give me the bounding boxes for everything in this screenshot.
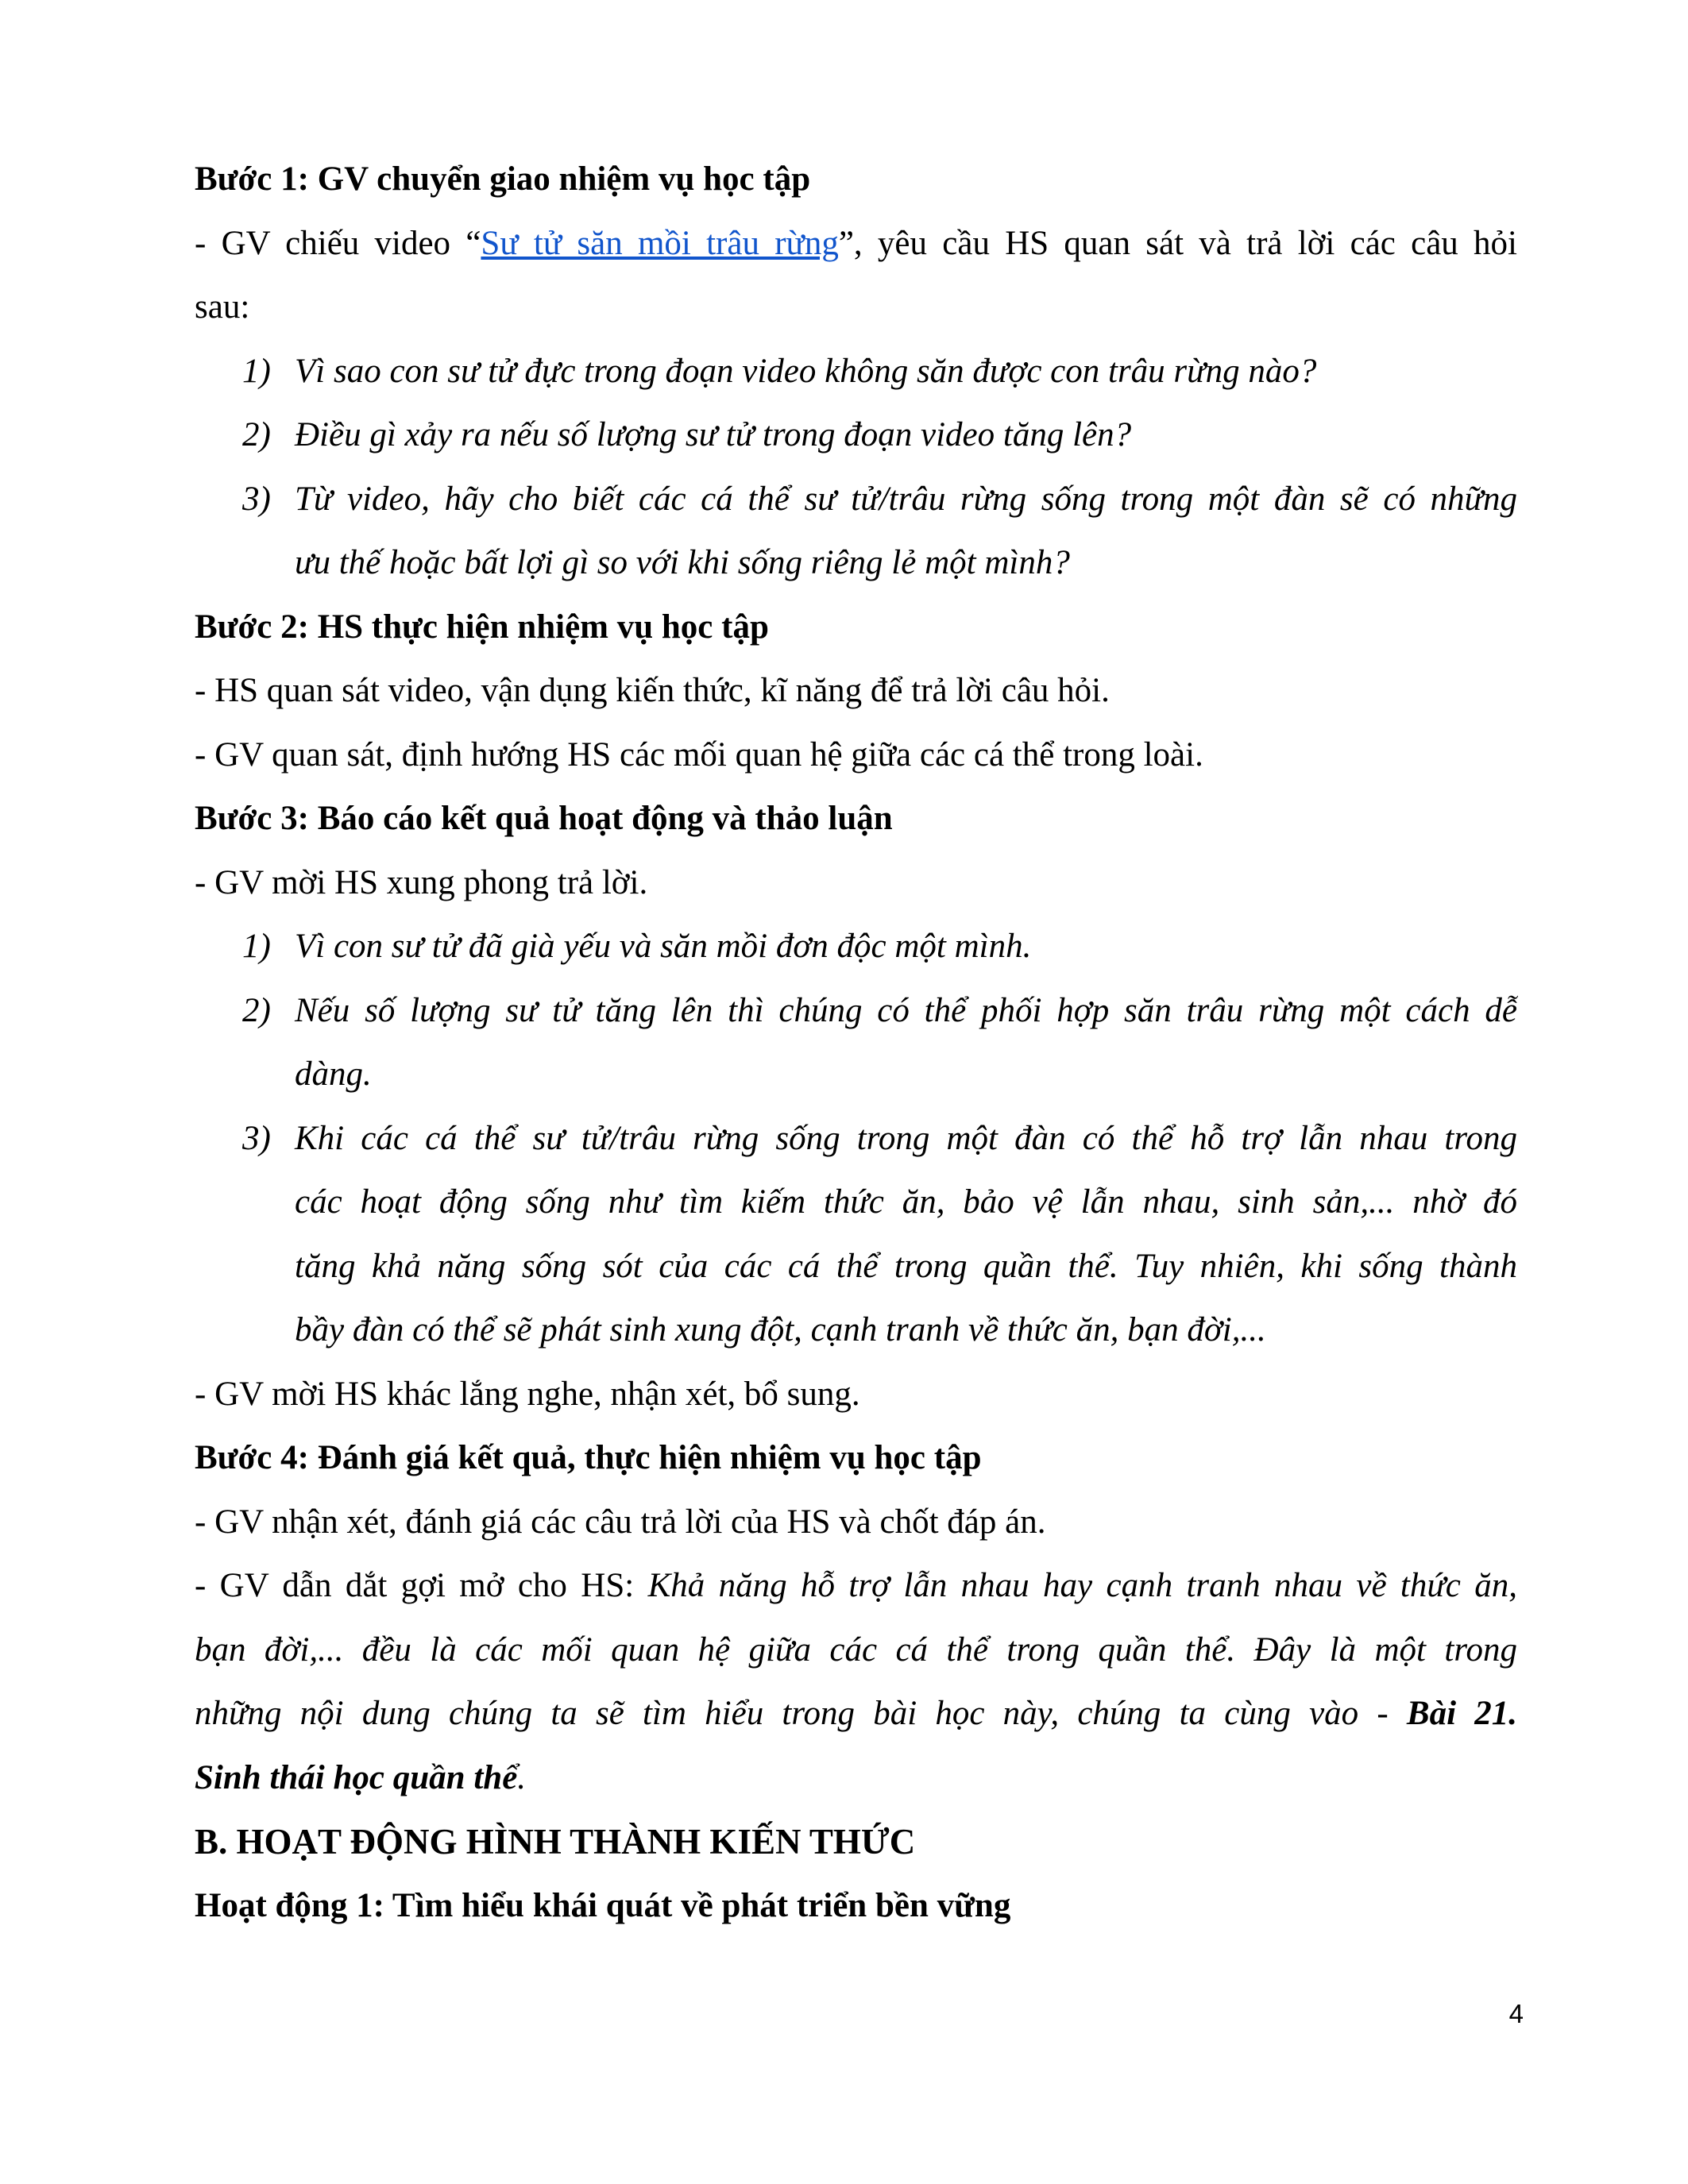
lesson-reference: Bài 21. — [1406, 1695, 1517, 1732]
question-item — [195, 340, 1517, 404]
step3-heading: Bước 3: Báo cáo kết quả hoạt động và thảo luận — [195, 800, 893, 837]
step4-paragraph-line: bạn đời,... đều là các mối quan hệ giữa các cá thể trong quần thể. Đây là một trong — [195, 1630, 1517, 1669]
step4-paragraph-line: Sinh thái học quần thể. — [195, 1758, 527, 1796]
question-text: Điều gì xảy ra nếu số lượng sư tử trong đoạn video tăng lên? — [295, 416, 1132, 453]
answer-text: bầy đàn có thể sẽ phát sinh xung đột, cạnh tranh về thức ăn, bạn đời,... — [295, 1311, 1266, 1349]
step3-bullet: - GV mời HS khác lắng nghe, nhận xét, bổ sung. — [195, 1375, 860, 1413]
question-item — [195, 468, 1517, 596]
answer-number: 2) — [242, 991, 271, 1029]
answer-text: Vì con sư tử đã già yếu và săn mồi đơn độc một mình. — [295, 928, 1032, 965]
step2-bullet: - HS quan sát video, vận dụng kiến thức, kĩ năng để trả lời câu hỏi. — [195, 672, 1110, 709]
step4-heading: Bước 4: Đánh giá kết quả, thực hiện nhiệm vụ học tập — [195, 1439, 982, 1476]
question-number: 1) — [242, 352, 271, 390]
answer-item — [195, 979, 1517, 1107]
question-text: Từ video, hãy cho biết các cá thể sư tử/trâu rừng sống trong một đàn sẽ có những — [295, 480, 1517, 518]
step3-bullet: - GV mời HS xung phong trả lời. — [195, 863, 648, 901]
lesson-title: Sinh thái học quần thể — [195, 1758, 518, 1796]
question-number: 2) — [242, 416, 271, 453]
step1-heading: Bước 1: GV chuyển giao nhiệm vụ học tập — [195, 160, 811, 198]
step4-bullet: - GV nhận xét, đánh giá các câu trả lời của HS và chốt đáp án. — [195, 1503, 1046, 1541]
question-number: 3) — [242, 480, 271, 518]
answer-number: 1) — [242, 928, 271, 965]
answer-number: 3) — [242, 1119, 271, 1157]
activity-1-heading: Hoạt động 1: Tìm hiểu khái quát về phát triển bền vững — [195, 1886, 1011, 1924]
video-link[interactable]: Sư tử săn mồi trâu rừng — [481, 224, 839, 262]
answer-text: các hoạt động sống như tìm kiếm thức ăn, bảo vệ lẫn nhau, sinh sản,... nhờ đó — [295, 1183, 1517, 1221]
answer-item — [195, 1107, 1517, 1363]
answer-text: Khi các cá thể sư tử/trâu rừng sống trong một đàn có thể hỗ trợ lẫn nhau trong — [295, 1119, 1517, 1157]
answer-text: Nếu số lượng sư tử tăng lên thì chúng có thể phối hợp săn trâu rừng một cách dễ — [295, 991, 1517, 1029]
answer-text: dàng. — [295, 1055, 372, 1093]
section-b-heading: B. HOẠT ĐỘNG HÌNH THÀNH KIẾN THỨC — [195, 1822, 916, 1862]
answer-item — [195, 915, 1517, 979]
step4-paragraph-line: những nội dung chúng ta sẽ tìm hiểu trong bài học này, chúng ta cùng vào - Bài 21. — [195, 1695, 1517, 1732]
step2-heading: Bước 2: HS thực hiện nhiệm vụ học tập — [195, 608, 769, 646]
answer-text: tăng khả năng sống sót của các cá thể trong quần thể. Tuy nhiên, khi sống thành — [295, 1247, 1517, 1285]
question-item — [195, 403, 1517, 468]
step4-paragraph-line: - GV dẫn dắt gợi mở cho HS: Khả năng hỗ trợ lẫn nhau hay cạnh tranh nhau về thức ăn, — [195, 1567, 1517, 1604]
step1-intro-continued: sau: — [195, 288, 250, 326]
page-number: 4 — [1508, 1999, 1524, 2028]
step1-intro: - GV chiếu video “Sư tử săn mồi trâu rừng”, yêu cầu HS quan sát và trả lời các câu hỏi — [195, 224, 1517, 262]
step2-bullet: - GV quan sát, định hướng HS các mối quan hệ giữa các cá thể trong loài. — [195, 735, 1203, 774]
question-text: Vì sao con sư tử đực trong đoạn video không săn được con trâu rừng nào? — [295, 352, 1317, 390]
page-content — [195, 148, 1517, 1938]
question-text: ưu thế hoặc bất lợi gì so với khi sống riêng lẻ một mình? — [295, 544, 1070, 581]
